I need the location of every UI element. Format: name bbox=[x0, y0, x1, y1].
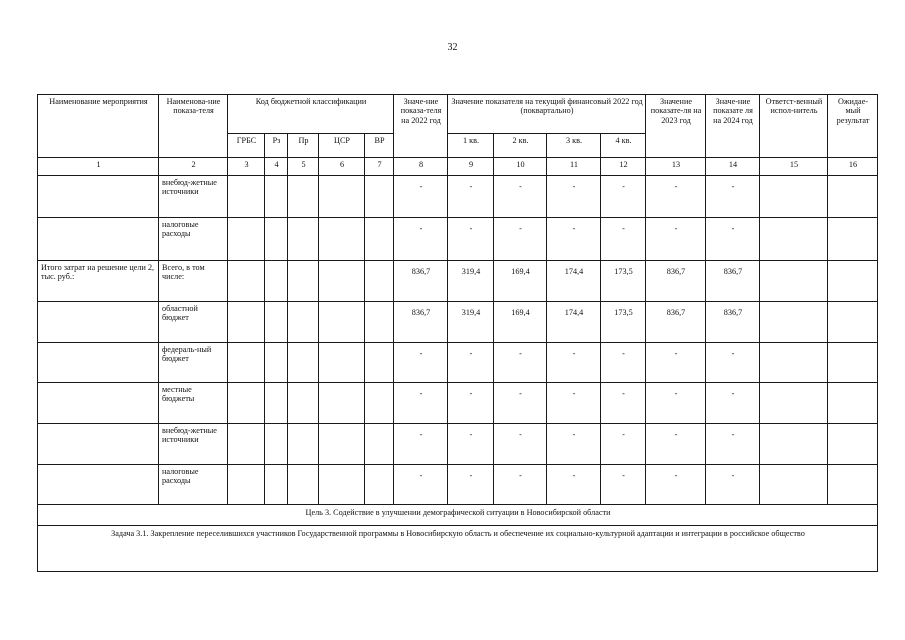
row-value: - bbox=[645, 342, 706, 383]
column-number: 13 bbox=[645, 157, 706, 176]
row-event-name bbox=[37, 175, 159, 218]
row-value: - bbox=[393, 423, 448, 465]
row-value: - bbox=[447, 342, 494, 383]
row-event-name: Итого затрат на решение цели 2, тыс. руб.: bbox=[37, 260, 159, 302]
row-expected-result bbox=[827, 382, 878, 424]
row-code-cell bbox=[364, 464, 394, 505]
column-number: 6 bbox=[318, 157, 365, 176]
row-value: 173,5 bbox=[600, 260, 646, 302]
row-value: - bbox=[447, 464, 494, 505]
header-sub-2: Рз bbox=[264, 133, 288, 158]
header-sub-9: 4 кв. bbox=[600, 133, 646, 158]
row-indicator: областной бюджет bbox=[158, 301, 228, 343]
row-code-cell bbox=[318, 464, 365, 505]
row-event-name bbox=[37, 382, 159, 424]
row-value: - bbox=[447, 175, 494, 218]
row-code-cell bbox=[287, 217, 319, 261]
row-value: - bbox=[393, 217, 448, 261]
row-value: - bbox=[546, 175, 601, 218]
row-value: 836,7 bbox=[645, 301, 706, 343]
row-value: - bbox=[493, 342, 547, 383]
row-value: - bbox=[546, 342, 601, 383]
row-indicator: местные бюджеты bbox=[158, 382, 228, 424]
row-code-cell bbox=[287, 464, 319, 505]
row-value: 174,4 bbox=[546, 301, 601, 343]
row-value: 319,4 bbox=[447, 301, 494, 343]
row-value: 836,7 bbox=[705, 260, 760, 302]
column-number: 1 bbox=[37, 157, 159, 176]
header-value-2024: Значе-ние показате ля на 2024 год bbox=[705, 94, 760, 158]
row-code-cell bbox=[287, 301, 319, 343]
column-number: 7 bbox=[364, 157, 394, 176]
row-responsible bbox=[759, 217, 828, 261]
row-value: - bbox=[393, 175, 448, 218]
row-value: - bbox=[600, 175, 646, 218]
column-number: 15 bbox=[759, 157, 828, 176]
row-code-cell bbox=[364, 342, 394, 383]
row-value: - bbox=[705, 423, 760, 465]
row-value: - bbox=[493, 175, 547, 218]
row-indicator: Всего, в том числе: bbox=[158, 260, 228, 302]
row-value: - bbox=[393, 464, 448, 505]
row-expected-result bbox=[827, 301, 878, 343]
row-value: - bbox=[600, 342, 646, 383]
row-value: - bbox=[546, 464, 601, 505]
row-event-name bbox=[37, 301, 159, 343]
row-code-cell bbox=[318, 342, 365, 383]
row-code-cell bbox=[264, 423, 288, 465]
row-value: - bbox=[493, 464, 547, 505]
row-code-cell bbox=[264, 301, 288, 343]
row-value: - bbox=[393, 342, 448, 383]
row-value: - bbox=[447, 217, 494, 261]
row-value: - bbox=[600, 464, 646, 505]
row-code-cell bbox=[364, 175, 394, 218]
row-responsible bbox=[759, 175, 828, 218]
row-code-cell bbox=[227, 423, 265, 465]
row-value: - bbox=[546, 217, 601, 261]
row-expected-result bbox=[827, 342, 878, 383]
header-expected-result: Ожидае-мый результат bbox=[827, 94, 878, 158]
row-value: - bbox=[705, 464, 760, 505]
row-value: - bbox=[645, 382, 706, 424]
row-value: - bbox=[546, 423, 601, 465]
row-value: - bbox=[493, 217, 547, 261]
column-number: 11 bbox=[546, 157, 601, 176]
row-code-cell bbox=[287, 175, 319, 218]
row-expected-result bbox=[827, 175, 878, 218]
row-responsible bbox=[759, 301, 828, 343]
row-event-name bbox=[37, 464, 159, 505]
row-value: 169,4 bbox=[493, 301, 547, 343]
header-sub-8: 3 кв. bbox=[546, 133, 601, 158]
header-sub-3: Пр bbox=[287, 133, 319, 158]
column-number: 10 bbox=[493, 157, 547, 176]
row-code-cell bbox=[318, 301, 365, 343]
column-number: 8 bbox=[393, 157, 448, 176]
row-value: - bbox=[645, 464, 706, 505]
row-code-cell bbox=[227, 464, 265, 505]
row-value: - bbox=[705, 342, 760, 383]
column-number: 14 bbox=[705, 157, 760, 176]
row-event-name bbox=[37, 217, 159, 261]
row-indicator: федераль-ный бюджет bbox=[158, 342, 228, 383]
header-responsible: Ответст-венный испол-нитель bbox=[759, 94, 828, 158]
header-sub-4: ЦСР bbox=[318, 133, 365, 158]
row-value: - bbox=[447, 382, 494, 424]
row-value: - bbox=[600, 382, 646, 424]
goal-row: Цель 3. Содействие в улучшении демографической ситуации в Новосибирской области bbox=[37, 504, 878, 526]
row-code-cell bbox=[227, 217, 265, 261]
row-expected-result bbox=[827, 217, 878, 261]
row-expected-result bbox=[827, 464, 878, 505]
row-value: - bbox=[645, 217, 706, 261]
header-event-name: Наименование мероприятия bbox=[37, 94, 159, 158]
row-indicator: внебюд-жетные источники bbox=[158, 423, 228, 465]
row-expected-result bbox=[827, 260, 878, 302]
row-value: 836,7 bbox=[705, 301, 760, 343]
row-value: - bbox=[600, 217, 646, 261]
row-value: - bbox=[600, 423, 646, 465]
row-code-cell bbox=[318, 423, 365, 465]
row-code-cell bbox=[364, 382, 394, 424]
row-code-cell bbox=[264, 260, 288, 302]
row-responsible bbox=[759, 342, 828, 383]
column-number: 4 bbox=[264, 157, 288, 176]
row-code-cell bbox=[364, 301, 394, 343]
row-value: - bbox=[493, 382, 547, 424]
row-indicator: внебюд-жетные источники bbox=[158, 175, 228, 218]
row-code-cell bbox=[318, 175, 365, 218]
row-responsible bbox=[759, 464, 828, 505]
budget-table bbox=[36, 94, 877, 571]
header-sub-5: ВР bbox=[364, 133, 394, 158]
column-number: 9 bbox=[447, 157, 494, 176]
row-value: - bbox=[705, 217, 760, 261]
row-value: - bbox=[705, 175, 760, 218]
row-indicator: налоговые расходы bbox=[158, 217, 228, 261]
row-value: 169,4 bbox=[493, 260, 547, 302]
row-value: 174,4 bbox=[546, 260, 601, 302]
row-value: - bbox=[493, 423, 547, 465]
row-value: 319,4 bbox=[447, 260, 494, 302]
row-expected-result bbox=[827, 423, 878, 465]
row-responsible bbox=[759, 260, 828, 302]
column-number: 16 bbox=[827, 157, 878, 176]
row-value: - bbox=[645, 423, 706, 465]
row-code-cell bbox=[287, 342, 319, 383]
row-code-cell bbox=[227, 260, 265, 302]
row-value: 173,5 bbox=[600, 301, 646, 343]
row-code-cell bbox=[364, 423, 394, 465]
row-value: - bbox=[705, 382, 760, 424]
row-code-cell bbox=[318, 260, 365, 302]
row-event-name bbox=[37, 342, 159, 383]
row-code-cell bbox=[287, 260, 319, 302]
row-code-cell bbox=[227, 175, 265, 218]
row-value: 836,7 bbox=[393, 301, 448, 343]
row-value: - bbox=[645, 175, 706, 218]
header-sub-1: ГРБС bbox=[227, 133, 265, 158]
row-code-cell bbox=[364, 260, 394, 302]
row-code-cell bbox=[227, 342, 265, 383]
row-code-cell bbox=[264, 382, 288, 424]
row-responsible bbox=[759, 423, 828, 465]
column-number: 5 bbox=[287, 157, 319, 176]
row-value: 836,7 bbox=[645, 260, 706, 302]
header-value-2023: Значение показате-ля на 2023 год bbox=[645, 94, 706, 158]
row-code-cell bbox=[364, 217, 394, 261]
header-sub-6: 1 кв. bbox=[447, 133, 494, 158]
row-code-cell bbox=[287, 423, 319, 465]
row-code-cell bbox=[287, 382, 319, 424]
row-code-cell bbox=[227, 382, 265, 424]
row-code-cell bbox=[264, 175, 288, 218]
header-value-2022: Значе-ние показа-теля на 2022 год bbox=[393, 94, 448, 158]
column-number: 2 bbox=[158, 157, 228, 176]
row-value: 836,7 bbox=[393, 260, 448, 302]
row-indicator: налоговые расходы bbox=[158, 464, 228, 505]
header-indicator-name: Наименова-ние показа-теля bbox=[158, 94, 228, 158]
row-code-cell bbox=[264, 342, 288, 383]
column-number: 3 bbox=[227, 157, 265, 176]
row-event-name bbox=[37, 423, 159, 465]
row-code-cell bbox=[227, 301, 265, 343]
row-value: - bbox=[447, 423, 494, 465]
header-budget-code: Код бюджетной классификации bbox=[227, 94, 394, 134]
header-sub-7: 2 кв. bbox=[493, 133, 547, 158]
row-value: - bbox=[393, 382, 448, 424]
row-value: - bbox=[546, 382, 601, 424]
row-code-cell bbox=[318, 382, 365, 424]
page-number: 32 bbox=[447, 42, 458, 53]
row-code-cell bbox=[264, 464, 288, 505]
row-code-cell bbox=[318, 217, 365, 261]
row-responsible bbox=[759, 382, 828, 424]
task-row: Задача 3.1. Закрепление переселившихся участников Государственной программы в Новосибирскую область и обеспечение их социально-культурной адаптации и интеграции в российское общество bbox=[37, 525, 878, 572]
row-code-cell bbox=[264, 217, 288, 261]
header-current-year: Значение показателя на текущий финансовый 2022 год (поквартально) bbox=[447, 94, 646, 134]
column-number: 12 bbox=[600, 157, 646, 176]
